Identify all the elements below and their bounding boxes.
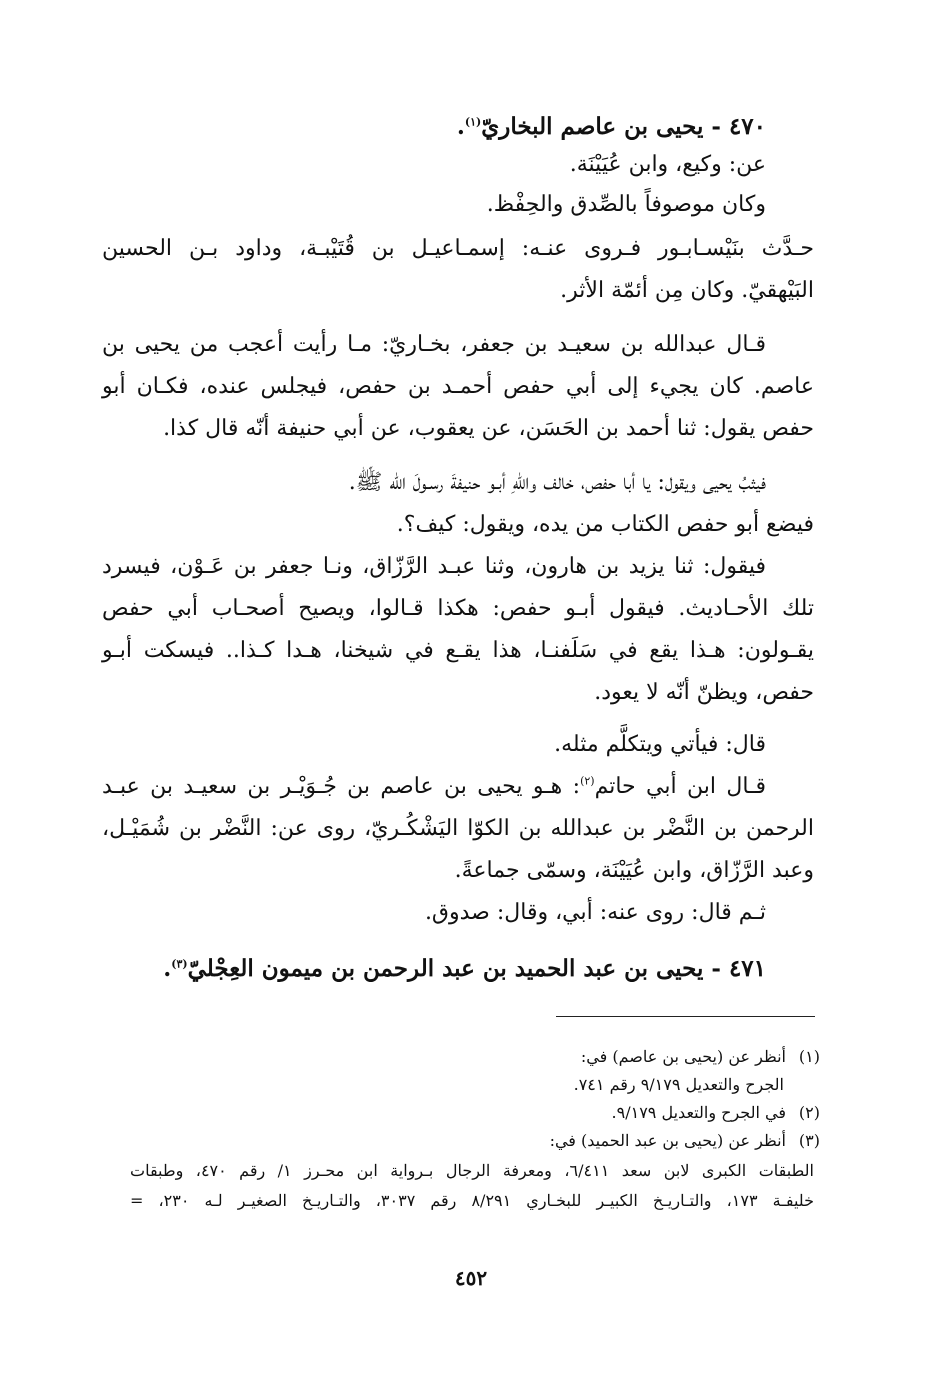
entry-number: ٤٧٠ bbox=[728, 113, 766, 140]
entry-number: ٤٧١ bbox=[728, 955, 766, 982]
text-line: البَيْهقيّ. وكان مِن أئمّة الأثر. bbox=[560, 278, 814, 303]
text-line: الرحمن بن النَّضْر بن عبدالله بن الكوّا اليَشْكُـريّ، روى عن: النَّضْر بن شُمَيْـل، bbox=[102, 816, 814, 841]
text-line: يقـولون: هـذا يقع في سَلَفنـا، هذا يقـع في شيخنا، هـدا كـذا.. فيسكت أبـو bbox=[102, 638, 814, 663]
entry-title: - يحيى بن عاصم البخاريّ bbox=[481, 113, 721, 140]
footnote-3-line-3: خليفـة ١٧٣، والتـاريـخ الكبيـر للبخـاري ٨/٢٩١ رقم ٣٠٣٧، والتـاريـخ الصغيـر لـه ٢٣٠، = bbox=[130, 1191, 814, 1210]
text-line: فيضع أبو حفص الكتاب من يده، ويقول: كيف؟. bbox=[396, 512, 814, 537]
text-line: تلك الأحـاديث. فيقول أبـو حفص: هكذا قـالوا، ويصيح أصحـاب أبي حفص bbox=[102, 596, 814, 621]
footnote-text: أنظر عن (يحيى بن عاصم) في: bbox=[580, 1047, 786, 1066]
text-line: عاصم. كان يجيء إلى أبي حفص أحمـد بن حفص، فيجلس عنده، فكـان أبو bbox=[102, 374, 814, 399]
text-segment: قـال ابن أبي حاتم bbox=[594, 774, 766, 799]
entry-title: - يحيى بن عبد الحميد بن عبد الرحمن بن ميمون العِجْليّ bbox=[187, 955, 721, 982]
text-line: وكان موصوفاً بالصِّدق والحِفْظ. bbox=[486, 192, 766, 217]
footnote-2 bbox=[612, 1102, 820, 1124]
text-line: ثـم قال: روى عنه: أبي، وقال: صدوق. bbox=[424, 900, 766, 925]
footnote-text: أنظر عن (يحيى بن عبد الحميد) في: bbox=[549, 1131, 786, 1150]
footnote-number: (٢) bbox=[798, 1103, 820, 1122]
page-number: ٤٥٢ bbox=[454, 1266, 488, 1290]
footnote-3 bbox=[550, 1130, 820, 1152]
text-line: قال: فيأتي ويتكلَّم مثله. bbox=[554, 732, 766, 757]
footnote-ref-2: (٢) bbox=[580, 774, 595, 788]
text-line: وعبد الرَّزّاق، وابن عُيَيْنَة، وسمّى جماعةً. bbox=[454, 858, 814, 883]
text-segment: : هـو يحيى بن عاصم بن جُـوَيْـر بن سعيـد بن عبـد bbox=[102, 774, 581, 799]
footnote-ref-3: (٣) bbox=[171, 957, 188, 971]
entry-470-heading: ٤٧٠ - يحيى بن عاصم البخاريّ$^{(١)}$. bbox=[456, 113, 766, 140]
text-line: حفص، ويظنّ أنّه لا يعود. bbox=[594, 680, 814, 705]
footnote-separator bbox=[556, 1016, 815, 1017]
text-line: حفص يقول: ثنا أحمد بن الحَسَن، عن يعقوب، عن أبي حنيفة أنّه قال كذا. bbox=[163, 416, 814, 441]
text-line: حـدَّث بنَيْسـابـور فـروى عنـه: إسمـاعيـل بن قُتَيْبـة، وداود بـن الحسين bbox=[102, 236, 814, 261]
footnote-1-line-2: الجرح والتعديل ٩/١٧٩ رقم ٧٤١. bbox=[573, 1075, 784, 1094]
footnote-number: (١) bbox=[798, 1047, 820, 1066]
text-line: فيقول: ثنا يزيد بن هارون، وثنا عبـد الرَّزّاق، ونـا جعفر بن عَـوْن، فيسرد bbox=[102, 554, 766, 579]
footnote-text: في الجرح والتعديل ٩/١٧٩. bbox=[611, 1103, 786, 1122]
text-line: قـال عبدالله بن سعيـد بن جعفر، بخـاريّ: مـا رأيت أعجب من يحيى بن bbox=[102, 332, 766, 357]
footnote-number: (٣) bbox=[798, 1131, 820, 1150]
text-line bbox=[102, 772, 766, 802]
footnote-3-line-2: الطبقات الكبرى لابن سعد ٦/٤١١، ومعرفة الرجال بـرواية ابن محـرز ١/ رقم ٤٧٠، وطبقات bbox=[130, 1161, 815, 1180]
text-line: عن: وكيع، وابن عُيَيْنَة. bbox=[569, 152, 766, 177]
entry-471-heading: ٤٧١ - يحيى بن عبد الحميد بن عبد الرحمن بن ميمون العِجْليّ$^{(٣)}$. bbox=[163, 955, 766, 982]
footnote-1 bbox=[581, 1046, 820, 1068]
text-line: فيثبُ يحيى ويقول: يا أبا حفص، خالف واللهِ أبـو حنيفةَ رسـولَ الله ﷺ. bbox=[348, 470, 766, 495]
footnote-ref-1: (١) bbox=[464, 115, 482, 129]
